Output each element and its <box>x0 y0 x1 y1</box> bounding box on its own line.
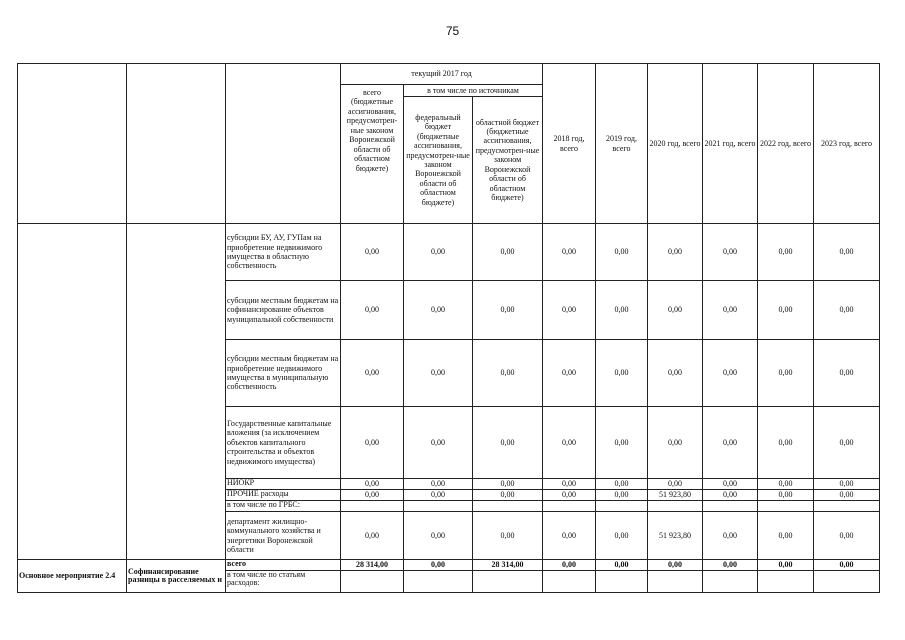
value-cell: 0,00 <box>543 512 596 560</box>
status-cell <box>18 224 127 560</box>
value-cell: 0,00 <box>473 407 543 479</box>
main-event-articles-label: в том числе по статьям расходов: <box>226 571 341 593</box>
expense-label: НИОКР <box>226 479 341 490</box>
value-cell: 0,00 <box>596 281 648 340</box>
header-2022: 2022 год, всего <box>758 64 814 224</box>
main-event-name: Софинансирование разницы в расселяемых и <box>127 560 226 593</box>
value-cell: 0,00 <box>404 490 473 501</box>
value-cell: 0,00 <box>814 512 880 560</box>
value-cell: 0,00 <box>814 340 880 407</box>
value-cell: 0,00 <box>404 560 473 571</box>
value-cell: 51 923,80 <box>648 490 703 501</box>
value-cell <box>814 501 880 512</box>
value-cell: 0,00 <box>341 407 404 479</box>
expense-label: в том числе по ГРБС: <box>226 501 341 512</box>
value-cell: 51 923,80 <box>648 512 703 560</box>
value-cell <box>341 571 404 593</box>
expense-label: Государственные капитальные вложения (за исключением объектов капитального строительства и объектов недвижимого имущества) <box>226 407 341 479</box>
value-cell <box>473 501 543 512</box>
value-cell: 0,00 <box>648 224 703 281</box>
value-cell: 0,00 <box>814 281 880 340</box>
value-cell: 0,00 <box>341 490 404 501</box>
expense-label: субсидии местным бюджетам на приобретение недвижимого имущества в муниципальную собственность <box>226 340 341 407</box>
value-cell: 0,00 <box>473 479 543 490</box>
value-cell: 0,00 <box>341 281 404 340</box>
value-cell: 0,00 <box>703 224 758 281</box>
value-cell <box>758 571 814 593</box>
value-cell: 0,00 <box>404 281 473 340</box>
value-cell <box>758 501 814 512</box>
value-cell: 0,00 <box>596 407 648 479</box>
value-cell <box>814 571 880 593</box>
value-cell: 0,00 <box>543 224 596 281</box>
header-2019: 2019 год, всего <box>596 64 648 224</box>
expense-label: департамент жилищно-коммунального хозяйства и энергетики Воронежской области <box>226 512 341 560</box>
expense-label: субсидии местным бюджетам на софинансирование объектов муниципальной собственности <box>226 281 341 340</box>
value-cell: 0,00 <box>758 560 814 571</box>
value-cell: 0,00 <box>758 340 814 407</box>
value-cell: 0,00 <box>473 224 543 281</box>
value-cell: 0,00 <box>596 512 648 560</box>
budget-table <box>17 63 880 593</box>
value-cell: 0,00 <box>404 479 473 490</box>
value-cell: 0,00 <box>648 340 703 407</box>
page-number: 75 <box>445 24 460 38</box>
header-2021: 2021 год, всего <box>703 64 758 224</box>
expense-label: субсидии БУ, АУ, ГУПам на приобретение недвижимого имущества в областную собственность <box>226 224 341 281</box>
value-cell <box>341 501 404 512</box>
value-cell: 0,00 <box>703 407 758 479</box>
name-cell <box>127 224 226 560</box>
value-cell: 0,00 <box>473 281 543 340</box>
main-event-total-label: всего <box>226 560 341 571</box>
expense-label: ПРОЧИЕ расходы <box>226 490 341 501</box>
value-cell: 0,00 <box>814 490 880 501</box>
header-2023: 2023 год, всего <box>814 64 880 224</box>
value-cell: 28 314,00 <box>341 560 404 571</box>
value-cell <box>543 571 596 593</box>
value-cell: 0,00 <box>648 479 703 490</box>
header-empty-cell <box>226 64 341 224</box>
value-cell: 0,00 <box>758 490 814 501</box>
value-cell: 0,00 <box>814 224 880 281</box>
value-cell: 0,00 <box>703 560 758 571</box>
value-cell <box>648 501 703 512</box>
value-cell: 0,00 <box>758 407 814 479</box>
value-cell: 0,00 <box>758 224 814 281</box>
value-cell: 0,00 <box>341 479 404 490</box>
value-cell: 28 314,00 <box>473 560 543 571</box>
value-cell <box>648 571 703 593</box>
value-cell: 0,00 <box>758 479 814 490</box>
value-cell: 0,00 <box>543 479 596 490</box>
value-cell: 0,00 <box>341 512 404 560</box>
value-cell: 0,00 <box>814 479 880 490</box>
value-cell: 0,00 <box>703 512 758 560</box>
value-cell: 0,00 <box>596 490 648 501</box>
value-cell: 0,00 <box>596 560 648 571</box>
header-empty-cell <box>18 64 127 224</box>
header-regional: областной бюджет (бюджетные ассигнования, предусмотрен-ные законом Воронежской области об областном бюджете) <box>473 97 543 224</box>
value-cell: 0,00 <box>703 479 758 490</box>
value-cell: 0,00 <box>473 512 543 560</box>
value-cell <box>404 501 473 512</box>
value-cell: 0,00 <box>703 340 758 407</box>
value-cell: 0,00 <box>404 340 473 407</box>
header-total: всего (бюджетные ассигнования, предусмотрен-ные законом Воронежской области об областном бюджете) <box>341 85 404 224</box>
value-cell: 0,00 <box>814 560 880 571</box>
value-cell: 0,00 <box>543 490 596 501</box>
value-cell: 0,00 <box>596 224 648 281</box>
header-federal: федеральный бюджет (бюджетные ассигнования, предусмотрен-ные законом Воронежской области об областном бюджете) <box>404 97 473 224</box>
value-cell <box>703 571 758 593</box>
value-cell: 0,00 <box>341 224 404 281</box>
value-cell: 0,00 <box>648 407 703 479</box>
value-cell: 0,00 <box>758 512 814 560</box>
value-cell: 0,00 <box>543 340 596 407</box>
value-cell: 0,00 <box>543 560 596 571</box>
value-cell: 0,00 <box>703 490 758 501</box>
header-empty-cell <box>127 64 226 224</box>
value-cell: 0,00 <box>404 407 473 479</box>
value-cell <box>543 501 596 512</box>
value-cell <box>703 501 758 512</box>
value-cell: 0,00 <box>596 340 648 407</box>
value-cell: 0,00 <box>596 479 648 490</box>
header-2020: 2020 год, всего <box>648 64 703 224</box>
value-cell: 0,00 <box>404 512 473 560</box>
value-cell: 0,00 <box>648 281 703 340</box>
value-cell: 0,00 <box>404 224 473 281</box>
value-cell: 0,00 <box>543 281 596 340</box>
value-cell: 0,00 <box>648 560 703 571</box>
main-event-status: Основное мероприятие 2.4 <box>18 560 127 593</box>
value-cell: 0,00 <box>703 281 758 340</box>
value-cell: 0,00 <box>543 407 596 479</box>
value-cell: 0,00 <box>473 490 543 501</box>
value-cell: 0,00 <box>341 340 404 407</box>
header-current-year: текущий 2017 год <box>341 64 543 85</box>
value-cell: 0,00 <box>814 407 880 479</box>
header-by-sources: в том числе по источникам <box>404 85 543 97</box>
value-cell: 0,00 <box>473 340 543 407</box>
value-cell <box>596 501 648 512</box>
value-cell <box>404 571 473 593</box>
value-cell <box>473 571 543 593</box>
value-cell: 0,00 <box>758 281 814 340</box>
header-2018: 2018 год, всего <box>543 64 596 224</box>
value-cell <box>596 571 648 593</box>
